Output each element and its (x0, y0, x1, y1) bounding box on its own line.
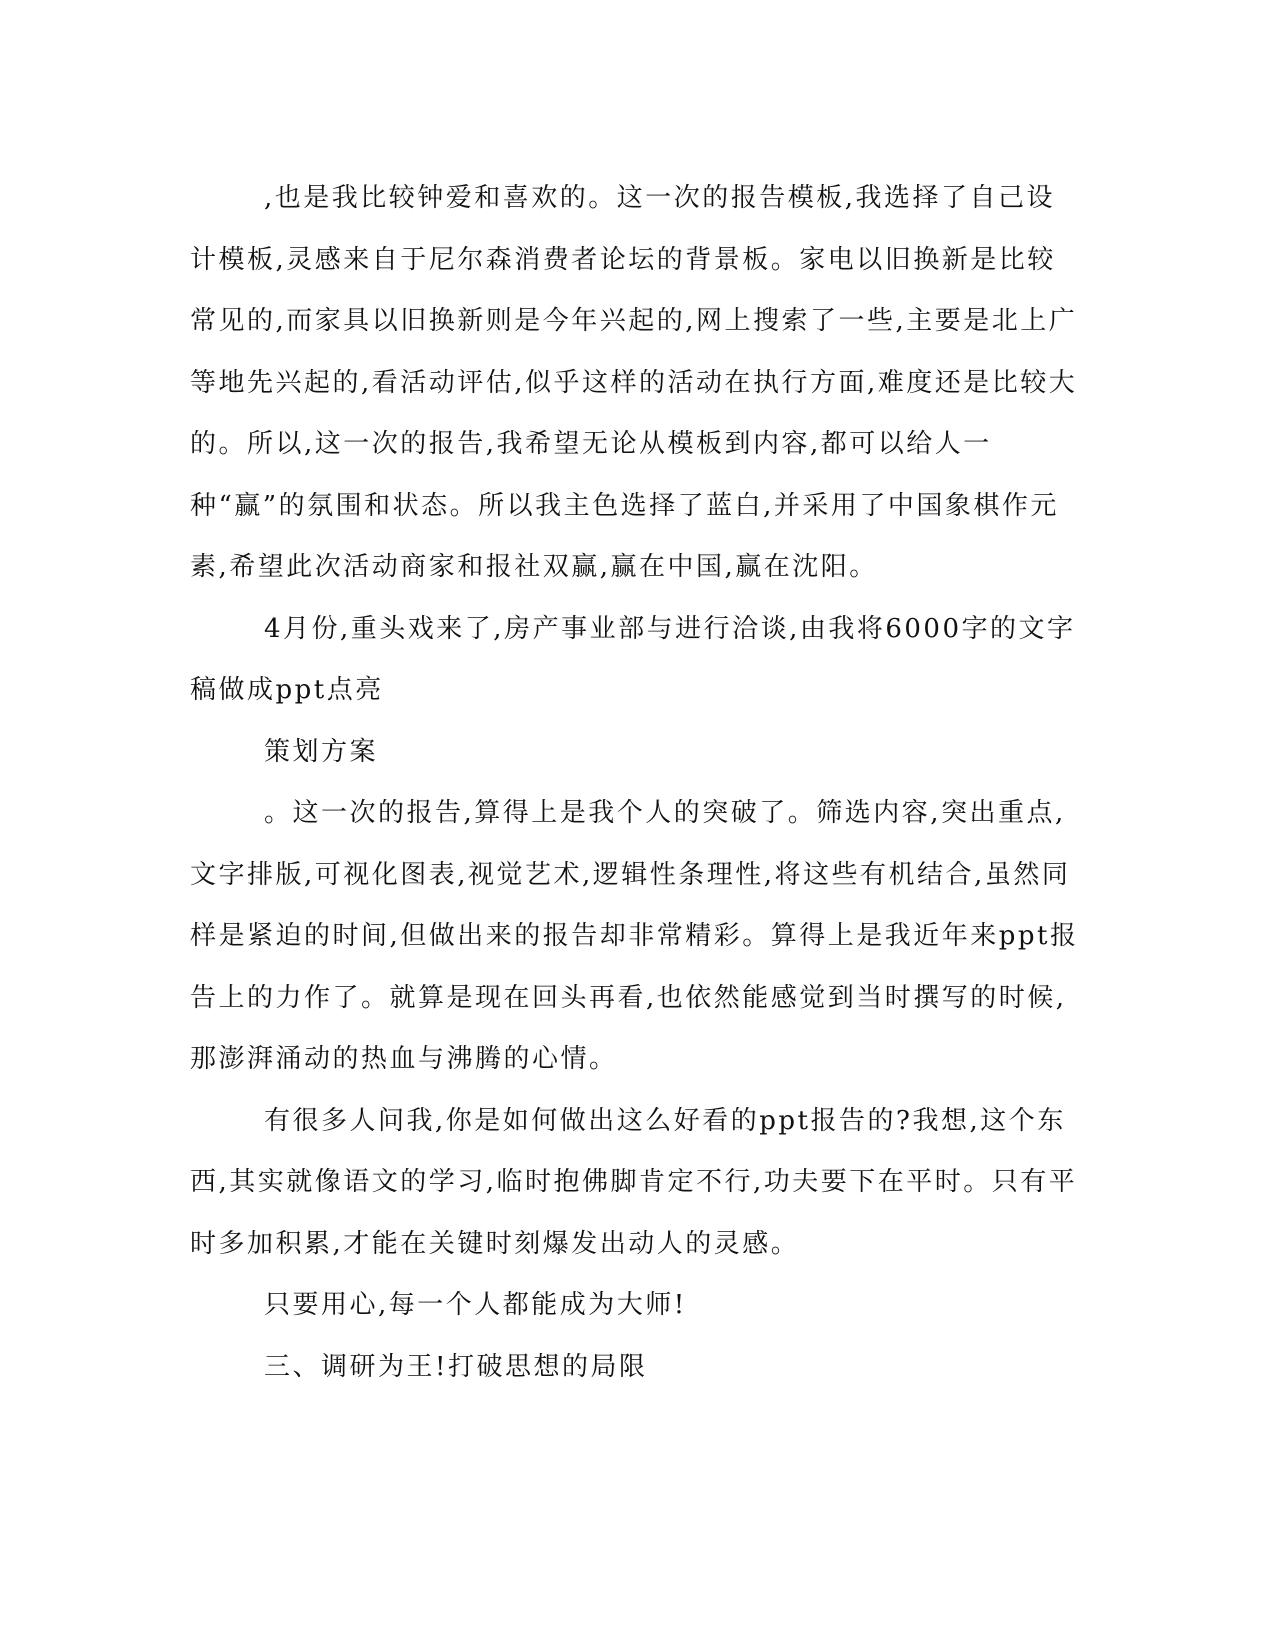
paragraph-3: 策划方案 (264, 736, 379, 767)
paragraph-5: 有很多人问我,你是如何做出这么好看的ppt报告的?我想,这个东西,其实就像语文的学习,临时抱佛脚肯定不行,功夫要下在平时。只有平时多加积累,才能在关键时刻爆发出动人的灵感。 (190, 1105, 1078, 1259)
paragraph-4: 。这一次的报告,算得上是我个人的突破了。筛选内容,突出重点,文字排版,可视化图表,视觉艺术,逻辑性条理性,将这些有机结合,虽然同样是紧迫的时间,但做出来的报告却非常精彩。算得上是我近年来ppt报告上的力作了。就算是现在回头再看,也依然能感觉到当时撰写的时候,那澎湃涌动的热血与沸腾的心情。 (190, 798, 1079, 1074)
document-body (190, 168, 1080, 1398)
paragraph-2: 4月份,重头戏来了,房产事业部与进行洽谈,由我将6000字的文字稿做成ppt点亮 (190, 613, 1076, 705)
paragraph-6: 只要用心,每一个人都能成为大师! (264, 1290, 687, 1320)
paragraph-1: ,也是我比较钟爱和喜欢的。这一次的报告模板,我选择了自己设计模板,灵感来自于尼尔森消费者论坛的背景板。家电以旧换新是比较常见的,而家具以旧换新则是今年兴起的,网上搜索了一些,主要是北上广等地先兴起的,看活动评估,似乎这样的活动在执行方面,难度还是比较大的。所以,这一次的报告,我希望无论从模板到内容,都可以给人一种“赢”的氛围和状态。所以我主色选择了蓝白,并采用了中国象棋作元素,希望此次活动商家和报社双赢,赢在中国,赢在沈阳。 (190, 183, 1078, 582)
section-heading: 三、调研为王!打破思想的局限 (264, 1351, 648, 1382)
